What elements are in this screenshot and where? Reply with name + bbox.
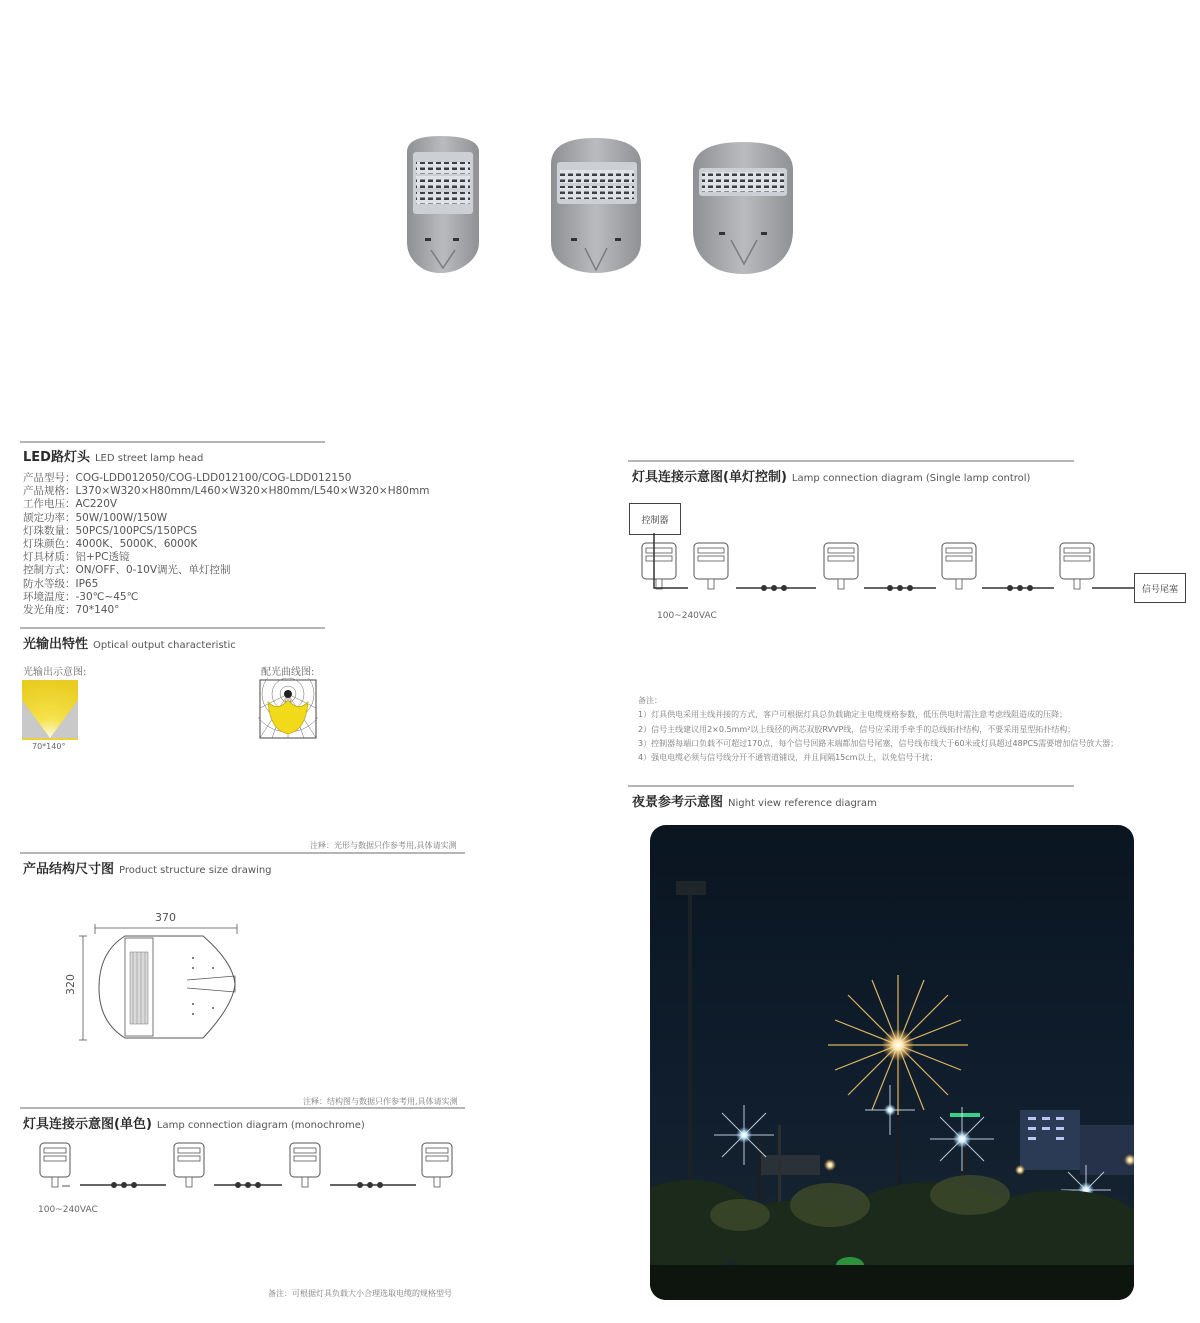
light-curve-label: 配光曲线图:: [261, 667, 315, 678]
light-output-label: 光输出示意图:: [23, 667, 87, 678]
note-line: 1）灯具供电采用主线并接的方式，客户可根据灯具总负载确定主电缆规格参数，低压供电时需注意考虑线阻造成的压降；: [638, 710, 1068, 720]
spec-row: 颉定功率：50W/100W/150W: [23, 511, 168, 524]
mono-connection-diagram: [38, 1140, 458, 1194]
note-line: 2）信号主线建议用2×0.5mm²以上线径的两芯双胶RVVP线，信号应采用手牵手的总线拓扑结构，不要采用星型拓扑结构；: [638, 724, 1076, 734]
product-photo-row: [395, 130, 805, 280]
night-view-title: 夜景参考示意图 Night view reference diagram: [632, 795, 877, 810]
structure-drawing: [75, 922, 245, 1050]
spec-row: 产品型号：COG-LDD012050/COG-LDD012100/COG-LDD012150: [23, 472, 352, 484]
spec-row: 产品规格：L370×W320×H80mm/L460×W320×H80mm/L540×W320×H80mm: [23, 485, 430, 498]
spec-row: 环境温度：-30℃~45℃: [23, 590, 139, 603]
spec-row: 灯珠颜色：4000K、5000K、6000K: [23, 538, 198, 551]
led-head-title: LED路灯头 LED street lamp head: [23, 450, 204, 465]
height-dimension: 320: [64, 974, 77, 995]
single-voltage-label: 100~240VAC: [657, 611, 717, 621]
night-view-photo: [650, 825, 1134, 1300]
structure-note: 注释：结构图与数据只作参考用,具体请实测: [303, 1097, 458, 1106]
spec-row: 灯珠数量：50PCS/100PCS/150PCS: [23, 524, 198, 537]
mono-voltage-label: 100~240VAC: [38, 1205, 98, 1215]
spec-list: [23, 472, 429, 617]
mono-note: 备注：可根据灯具负载大小合理选取电缆的规格型号: [268, 1289, 452, 1298]
night-scene: [650, 825, 1134, 1300]
product-photo-lamp-50w: [407, 136, 479, 273]
section-rule: [20, 627, 325, 629]
width-dimension: 370: [155, 911, 176, 924]
beam-angle-label: 70*140°: [32, 742, 66, 751]
section-rule: [20, 1107, 465, 1109]
mono-title: 灯具连接示意图(单色) Lamp connection diagram (monochrome): [23, 1117, 365, 1132]
signal-terminator-box: 信号尾塞: [1134, 573, 1186, 603]
single-control-title: 灯具连接示意图(单灯控制) Lamp connection diagram (Single lamp control): [632, 470, 1031, 485]
single-control-diagram: [640, 533, 1140, 603]
optical-note: 注释：光形与数据只作参考用,具体请实测: [310, 841, 457, 850]
product-photo-lamp-150w: [693, 142, 793, 274]
spec-row: 灯具材质：铝+PC透镜: [23, 551, 130, 564]
product-photo-lamp-100w: [551, 138, 641, 273]
section-rule: [628, 785, 1074, 787]
spec-row: 防水等级：IP65: [23, 577, 99, 590]
section-rule: [628, 460, 1074, 462]
notes-heading: 备注：: [638, 696, 662, 705]
spec-row: 发光角度：70*140°: [23, 604, 120, 617]
spec-row: 工作电压：AC220V: [23, 498, 118, 511]
section-rule: [20, 441, 325, 443]
note-line: 4）强电电缆必须与信号线分开不通管道铺设，并且间隔15cm以上，以免信号干扰；: [638, 753, 938, 763]
optical-title: 光输出特性 Optical output characteristic: [23, 637, 236, 652]
light-distribution-curve: [258, 678, 318, 742]
structure-title: 产品结构尺寸图 Product structure size drawing: [23, 862, 272, 877]
spec-row: 控制方式：ON/OFF、0-10V调光、单灯控制: [23, 564, 231, 577]
note-line: 3）控制器每端口负载不可超过170点，每个信号回路末端都加信号尾塞，信号线布线大于60米或灯具超过48PCS需要增加信号放大器；: [638, 738, 1119, 748]
controller-box: 控制器: [629, 503, 681, 535]
single-control-notes: [638, 694, 1118, 765]
section-rule: [20, 852, 465, 854]
light-beam-diagram: [22, 680, 78, 740]
